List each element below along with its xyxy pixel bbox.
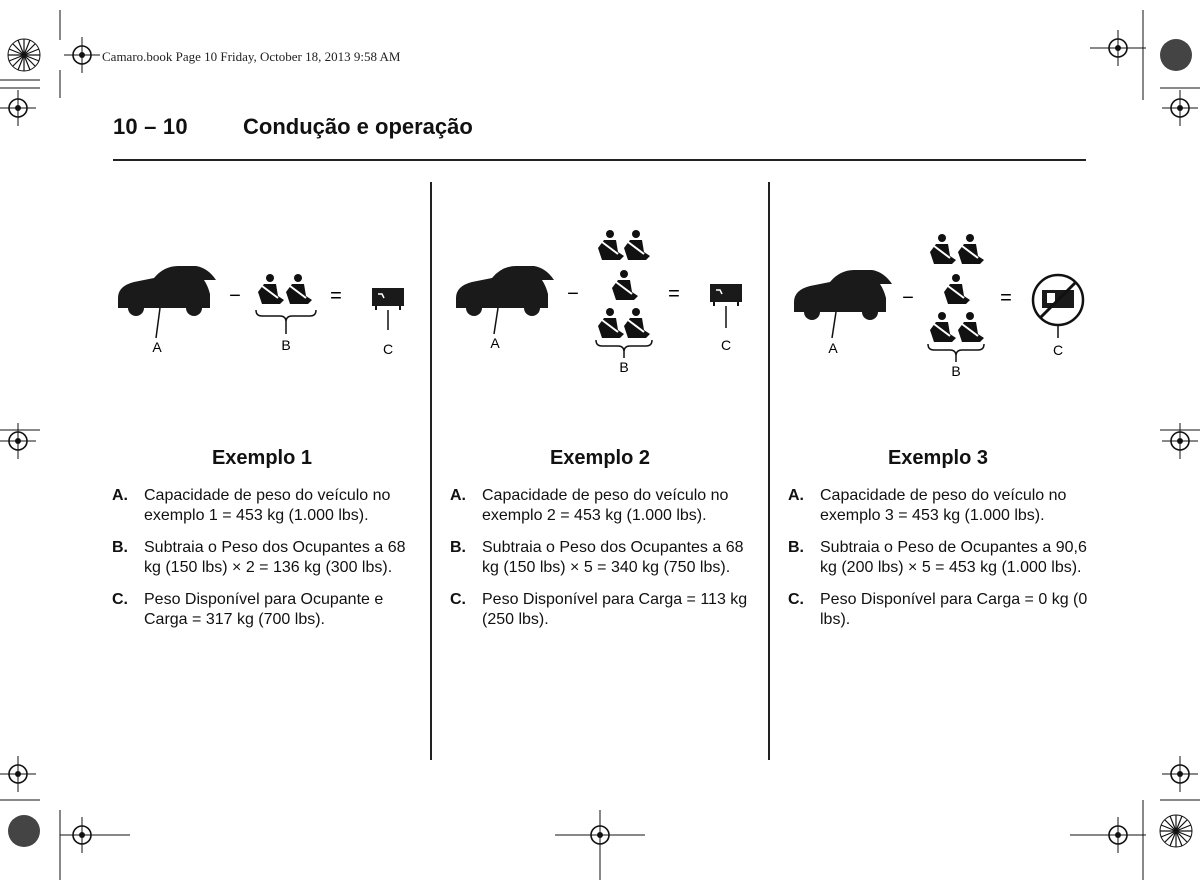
seated-occupant-icon [958,312,984,342]
load-diagram-1 [110,220,450,390]
seated-occupant-icon [944,274,970,304]
label-a: A [490,335,500,351]
item-letter: A. [112,487,128,504]
label-b: B [281,337,291,353]
seated-occupant-icon [598,308,624,338]
list-item [450,486,750,526]
list-item [450,538,750,578]
list-item [112,538,412,578]
list-item [788,590,1088,630]
equals-sign: = [330,285,342,307]
equals-sign: = [668,283,680,305]
item-letter: B. [450,539,466,556]
example-1 [112,447,412,642]
example-3 [788,447,1088,642]
page-number: 10 – 10 [113,114,188,139]
item-text: Peso Disponível para Carga = 0 kg (0 lbs). [820,591,1088,628]
label-c: C [382,341,394,357]
seated-occupant-icon [624,308,650,338]
label-a: A [152,339,162,355]
item-letter: C. [788,591,804,608]
print-slug-header: Camaro.book Page 10 Friday, October 18, 2013 9:58 AM [102,49,401,64]
item-letter: B. [788,539,804,556]
item-text: Subtraia o Peso de Ocupantes a 90,6 kg (200 lbs) × 5 = 453 kg (1.000 lbs). [820,539,1087,576]
car-icon [456,266,554,316]
item-text: Capacidade de peso do veículo no exemplo 3 = 453 kg (1.000 lbs). [820,487,1067,524]
minus-sign: − [229,285,241,307]
example-3-figure [786,220,1126,390]
example-title: Exemplo 1 [211,447,313,469]
minus-sign: − [902,287,914,309]
seated-occupant-icon [930,312,956,342]
item-text: Peso Disponível para Carga = 113 kg (250 lbs). [482,591,748,628]
list-item [450,590,750,630]
seated-occupant-icon [958,234,984,264]
label-b: B [619,359,629,375]
seated-occupant-icon [930,234,956,264]
seated-occupant-icon [598,230,624,260]
load-diagram-3 [786,220,1126,390]
list-item [112,590,412,630]
label-a: A [828,340,838,356]
example-2-figure [448,220,788,390]
no-cargo-icon [1033,275,1083,325]
item-text: Capacidade de peso do veículo no exemplo 2 = 453 kg (1.000 lbs). [482,487,729,524]
equals-sign: = [1000,287,1012,309]
minus-sign: − [567,283,579,305]
list-item [112,486,412,526]
list-item [788,538,1088,578]
item-text: Subtraia o Peso dos Ocupantes a 68 kg (150 lbs) × 5 = 340 kg (750 lbs). [482,539,744,576]
item-letter: B. [112,539,128,556]
section-title: Condução e operação [243,114,473,139]
example-2 [450,447,750,642]
load-diagram-2 [448,220,788,390]
car-icon [794,270,892,320]
label-c: C [720,337,732,353]
header-rule [113,159,1086,161]
item-letter: C. [450,591,466,608]
seated-occupant-icon [612,270,638,300]
seated-occupant-icon [286,274,312,304]
example-1-figure [110,220,450,390]
label-c: C [1052,342,1064,358]
item-text: Peso Disponível para Ocupante e Carga = 317 kg (700 lbs). [144,591,384,628]
label-b: B [951,363,961,379]
car-icon [118,266,216,316]
item-letter: C. [112,591,128,608]
example-title: Exemplo 2 [549,447,651,469]
list-item [788,486,1088,526]
seated-occupant-icon [624,230,650,260]
example-title: Exemplo 3 [887,447,989,469]
item-text: Subtraia o Peso dos Ocupantes a 68 kg (150 lbs) × 2 = 136 kg (300 lbs). [144,539,406,576]
cargo-box-icon [710,284,742,306]
item-text: Capacidade de peso do veículo no exemplo 1 = 453 kg (1.000 lbs). [144,487,391,524]
seated-occupant-icon [258,274,284,304]
cargo-box-icon [372,288,404,310]
item-letter: A. [450,487,466,504]
item-letter: A. [788,487,804,504]
